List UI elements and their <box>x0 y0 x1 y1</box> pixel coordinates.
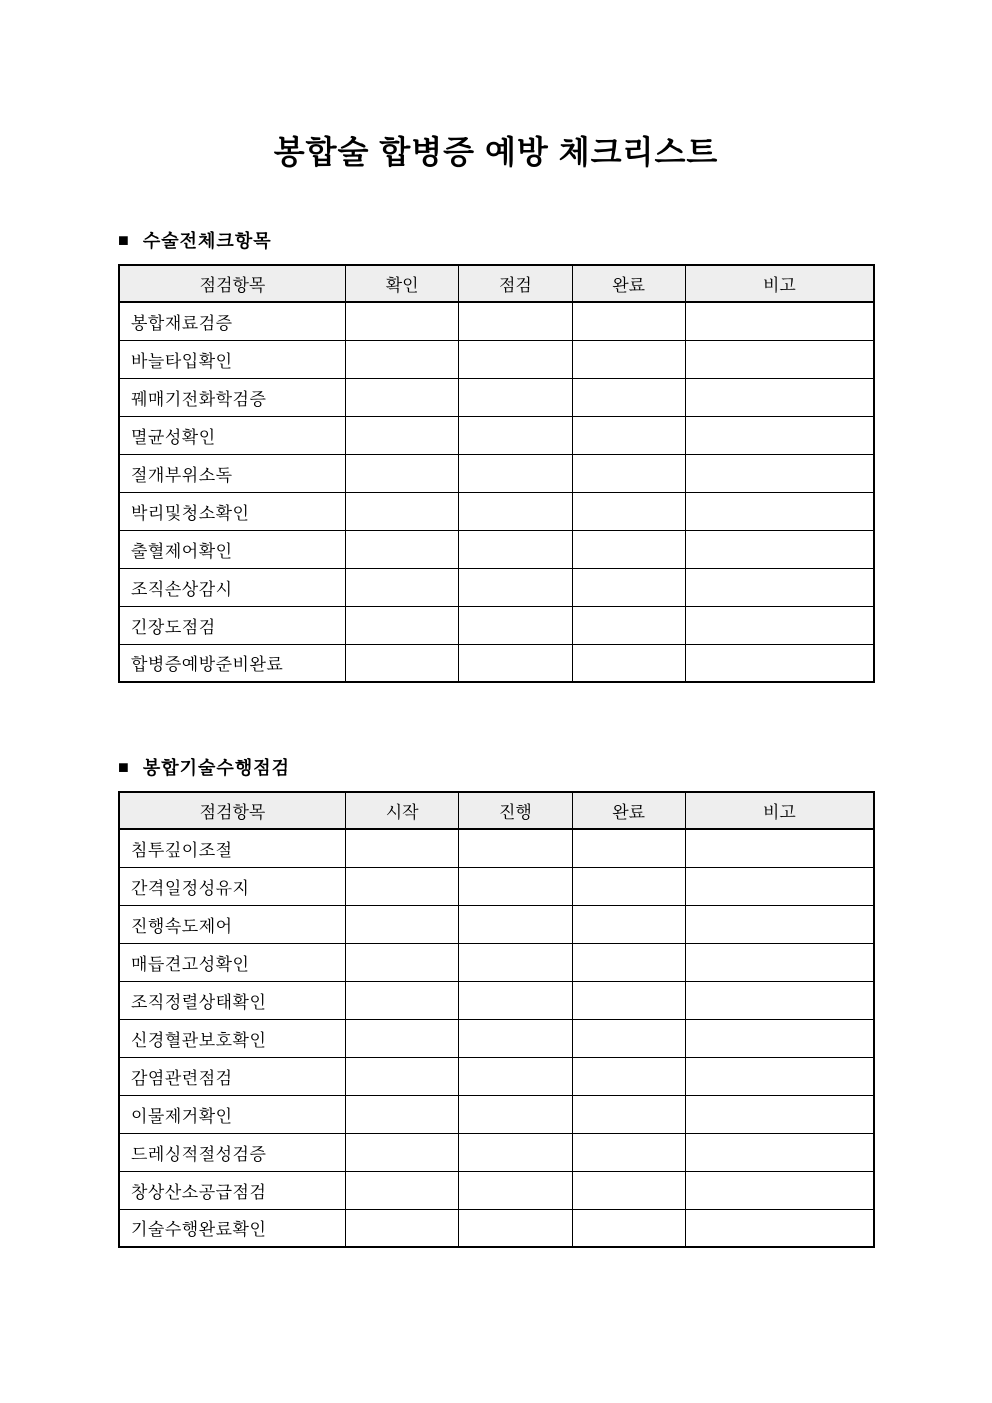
empty-cell <box>572 1209 685 1247</box>
empty-cell <box>346 867 459 905</box>
row-label-cell: 창상산소공급점검 <box>119 1171 346 1209</box>
empty-cell <box>346 378 459 416</box>
document-content <box>118 227 875 1248</box>
column-header: 점검 <box>459 265 572 302</box>
empty-cell <box>572 644 685 682</box>
empty-cell <box>459 1019 572 1057</box>
empty-cell <box>459 340 572 378</box>
empty-cell <box>572 829 685 867</box>
empty-cell <box>685 568 874 606</box>
empty-cell <box>459 492 572 530</box>
empty-cell <box>685 829 874 867</box>
empty-cell <box>459 1209 572 1247</box>
row-label-cell: 멸균성확인 <box>119 416 346 454</box>
table-row <box>119 1171 874 1209</box>
table-row <box>119 905 874 943</box>
row-label-cell: 드레싱적절성검증 <box>119 1133 346 1171</box>
empty-cell <box>346 829 459 867</box>
empty-cell <box>572 867 685 905</box>
empty-cell <box>346 1209 459 1247</box>
row-label-cell: 진행속도제어 <box>119 905 346 943</box>
empty-cell <box>346 981 459 1019</box>
section-heading-label: 수술전체크항목 <box>142 231 272 251</box>
empty-cell <box>459 867 572 905</box>
empty-cell <box>685 905 874 943</box>
row-label-cell: 침투깊이조절 <box>119 829 346 867</box>
empty-cell <box>572 302 685 340</box>
empty-cell <box>459 1095 572 1133</box>
table-header-row <box>119 792 874 829</box>
row-label-cell: 출혈제어확인 <box>119 530 346 568</box>
row-label-cell: 감염관련점검 <box>119 1057 346 1095</box>
row-label-cell: 이물제거확인 <box>119 1095 346 1133</box>
empty-cell <box>685 1057 874 1095</box>
row-label-cell: 긴장도점검 <box>119 606 346 644</box>
empty-cell <box>685 644 874 682</box>
empty-cell <box>685 1171 874 1209</box>
column-header: 완료 <box>572 265 685 302</box>
empty-cell <box>459 943 572 981</box>
row-label-cell: 절개부위소독 <box>119 454 346 492</box>
row-label-cell: 박리및청소확인 <box>119 492 346 530</box>
table-row <box>119 644 874 682</box>
column-header: 점검항목 <box>119 792 346 829</box>
row-label-cell: 매듭견고성확인 <box>119 943 346 981</box>
column-header: 시작 <box>346 792 459 829</box>
empty-cell <box>346 340 459 378</box>
empty-cell <box>346 1133 459 1171</box>
empty-cell <box>685 454 874 492</box>
empty-cell <box>459 454 572 492</box>
empty-cell <box>685 530 874 568</box>
empty-cell <box>572 492 685 530</box>
empty-cell <box>459 530 572 568</box>
column-header: 진행 <box>459 792 572 829</box>
empty-cell <box>572 1095 685 1133</box>
empty-cell <box>685 1095 874 1133</box>
empty-cell <box>459 568 572 606</box>
row-label-cell: 바늘타입확인 <box>119 340 346 378</box>
table-row <box>119 1133 874 1171</box>
table-row <box>119 943 874 981</box>
table-row <box>119 416 874 454</box>
empty-cell <box>346 943 459 981</box>
empty-cell <box>346 492 459 530</box>
section-bullet-icon: ■ <box>118 757 130 777</box>
row-label-cell: 조직정렬상태확인 <box>119 981 346 1019</box>
empty-cell <box>685 1019 874 1057</box>
empty-cell <box>685 302 874 340</box>
section-heading-presurgery <box>118 227 875 253</box>
empty-cell <box>572 454 685 492</box>
empty-cell <box>459 905 572 943</box>
table-row <box>119 530 874 568</box>
empty-cell <box>685 492 874 530</box>
empty-cell <box>685 416 874 454</box>
table-row <box>119 1019 874 1057</box>
empty-cell <box>572 606 685 644</box>
empty-cell <box>346 905 459 943</box>
section-heading-label: 봉합기술수행점검 <box>142 758 290 778</box>
column-header: 완료 <box>572 792 685 829</box>
empty-cell <box>572 981 685 1019</box>
empty-cell <box>346 302 459 340</box>
empty-cell <box>685 340 874 378</box>
empty-cell <box>685 943 874 981</box>
empty-cell <box>459 981 572 1019</box>
table-row <box>119 302 874 340</box>
empty-cell <box>572 416 685 454</box>
row-label-cell: 꿰매기전화학검증 <box>119 378 346 416</box>
empty-cell <box>572 1057 685 1095</box>
column-header: 비고 <box>685 792 874 829</box>
table-row <box>119 568 874 606</box>
table-row <box>119 454 874 492</box>
column-header: 확인 <box>346 265 459 302</box>
row-label-cell: 합병증예방준비완료 <box>119 644 346 682</box>
table-row <box>119 1095 874 1133</box>
empty-cell <box>346 454 459 492</box>
empty-cell <box>459 644 572 682</box>
empty-cell <box>459 1057 572 1095</box>
empty-cell <box>685 378 874 416</box>
empty-cell <box>572 905 685 943</box>
table-row <box>119 1057 874 1095</box>
empty-cell <box>346 606 459 644</box>
empty-cell <box>459 302 572 340</box>
empty-cell <box>459 416 572 454</box>
empty-cell <box>346 1019 459 1057</box>
column-header: 비고 <box>685 265 874 302</box>
section-bullet-icon: ■ <box>118 230 130 250</box>
empty-cell <box>685 1133 874 1171</box>
row-label-cell: 봉합재료검증 <box>119 302 346 340</box>
empty-cell <box>572 1133 685 1171</box>
empty-cell <box>685 867 874 905</box>
empty-cell <box>346 1095 459 1133</box>
empty-cell <box>459 1171 572 1209</box>
table-row <box>119 981 874 1019</box>
empty-cell <box>572 530 685 568</box>
table-header-row <box>119 265 874 302</box>
empty-cell <box>685 981 874 1019</box>
row-label-cell: 신경혈관보호확인 <box>119 1019 346 1057</box>
empty-cell <box>572 1171 685 1209</box>
table-row <box>119 340 874 378</box>
empty-cell <box>346 530 459 568</box>
empty-cell <box>572 378 685 416</box>
empty-cell <box>572 340 685 378</box>
empty-cell <box>572 1019 685 1057</box>
empty-cell <box>346 416 459 454</box>
empty-cell <box>685 606 874 644</box>
presurgery-checklist-table <box>118 264 875 683</box>
column-header: 점검항목 <box>119 265 346 302</box>
page-title: 봉합술 합병증 예방 체크리스트 <box>273 134 719 170</box>
empty-cell <box>346 1057 459 1095</box>
empty-cell <box>459 606 572 644</box>
table-row <box>119 606 874 644</box>
table-row <box>119 378 874 416</box>
empty-cell <box>572 568 685 606</box>
empty-cell <box>346 568 459 606</box>
row-label-cell: 조직손상감시 <box>119 568 346 606</box>
table-row <box>119 829 874 867</box>
table-row <box>119 867 874 905</box>
empty-cell <box>459 1133 572 1171</box>
row-label-cell: 간격일정성유지 <box>119 867 346 905</box>
empty-cell <box>346 644 459 682</box>
table-row <box>119 1209 874 1247</box>
empty-cell <box>459 829 572 867</box>
empty-cell <box>346 1171 459 1209</box>
empty-cell <box>459 378 572 416</box>
row-label-cell: 기술수행완료확인 <box>119 1209 346 1247</box>
section-heading-technique <box>118 754 875 780</box>
empty-cell <box>685 1209 874 1247</box>
technique-checklist-table <box>118 791 875 1248</box>
table-row <box>119 492 874 530</box>
empty-cell <box>572 943 685 981</box>
